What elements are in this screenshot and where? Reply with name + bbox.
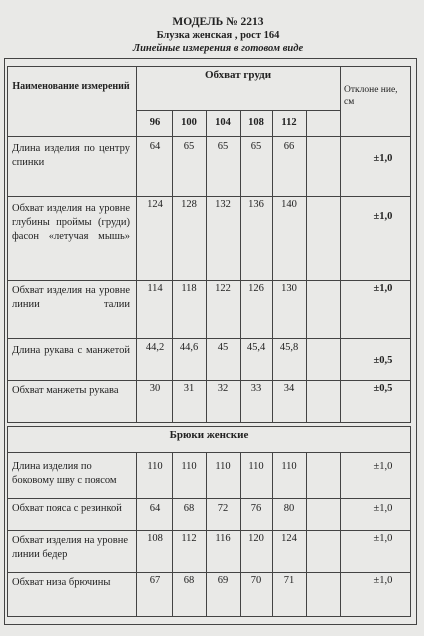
row-divider: [7, 422, 411, 423]
measurements-subtitle: Линейные измерения в готовом виде: [132, 43, 304, 54]
tolerance-cell: ±1,0: [373, 575, 393, 586]
tolerance-cell: ±1,0: [373, 503, 393, 514]
row-name: Обхват изделия на уровне линии талии: [12, 285, 130, 310]
size-header: 104: [215, 117, 231, 128]
name-column-header: Наименование измерений: [12, 81, 130, 92]
row-divider: [7, 452, 411, 453]
table-cell: 136: [248, 199, 264, 210]
row-name: Длина изделия по центру спинки: [12, 143, 130, 168]
table-cell: 110: [147, 461, 163, 472]
table-cell: 140: [281, 199, 297, 210]
model-title: МОДЕЛЬ № 2213: [172, 16, 264, 28]
table-cell: 72: [217, 503, 229, 514]
row-divider: [7, 616, 411, 617]
column-divider: [272, 110, 273, 422]
table-cell: 130: [281, 283, 297, 294]
table-cell: 110: [215, 461, 231, 472]
tolerance-cell: ±0,5: [373, 355, 393, 366]
table-cell: 64: [149, 503, 161, 514]
row-divider: [7, 498, 411, 499]
table-cell: 118: [181, 283, 197, 294]
row-name: Обхват манжеты рукава: [12, 385, 119, 396]
table-cell: 67: [149, 575, 161, 586]
table-cell: 76: [250, 503, 262, 514]
column-divider: [206, 110, 207, 422]
table-cell: 69: [217, 575, 229, 586]
table-cell: 80: [283, 503, 295, 514]
chest-column-header: Обхват груди: [204, 69, 272, 81]
table-border: [4, 58, 416, 59]
column-divider: [172, 110, 173, 422]
row-name: Длина рукава с манжетой: [12, 345, 130, 356]
tolerance-cell: ±0,5: [373, 383, 393, 394]
product-title: Блузка женская , рост 164: [156, 30, 280, 41]
table-cell: 45,4: [246, 342, 266, 353]
table-cell: 110: [281, 461, 297, 472]
row-divider: [7, 196, 411, 197]
row-divider: [7, 572, 411, 573]
tolerance-cell: ±1,0: [373, 283, 393, 294]
column-divider: [306, 110, 307, 422]
table-cell: 33: [250, 383, 262, 394]
table-cell: 112: [181, 533, 197, 544]
inner-border: [7, 426, 8, 616]
size-header: 112: [281, 117, 297, 128]
column-divider: [306, 452, 307, 616]
column-divider: [136, 66, 137, 422]
row-divider: [7, 530, 411, 531]
row-name: Обхват низа брючины: [12, 577, 111, 588]
table-cell: 68: [183, 503, 195, 514]
table-border: [4, 624, 416, 625]
table-cell: 132: [215, 199, 231, 210]
table-cell: 108: [147, 533, 163, 544]
row-divider: [136, 110, 340, 111]
column-divider: [340, 452, 341, 616]
tolerance-column-header: Отклоне ние, см: [344, 85, 398, 107]
table-cell: 44,6: [179, 342, 199, 353]
table-cell: 128: [181, 199, 197, 210]
column-divider: [240, 110, 241, 422]
inner-border: [410, 66, 411, 422]
inner-border: [7, 66, 8, 422]
size-header: 108: [248, 117, 264, 128]
inner-border: [7, 66, 411, 67]
table-cell: 110: [248, 461, 264, 472]
table-cell: 70: [250, 575, 262, 586]
table-cell: 126: [248, 283, 264, 294]
table-cell: 110: [181, 461, 197, 472]
row-divider: [7, 426, 411, 427]
row-divider: [7, 338, 411, 339]
table-cell: 124: [281, 533, 297, 544]
table-cell: 66: [283, 141, 295, 152]
size-header: 100: [181, 117, 197, 128]
tolerance-cell: ±1,0: [373, 533, 393, 544]
table-cell: 31: [183, 383, 195, 394]
table-cell: 124: [147, 199, 163, 210]
table-cell: 114: [147, 283, 163, 294]
tolerance-cell: ±1,0: [373, 153, 393, 164]
column-divider: [340, 66, 341, 422]
row-name: Длина изделия по боковому шву с поясом: [12, 461, 117, 486]
table-cell: 116: [215, 533, 231, 544]
row-divider: [7, 136, 411, 137]
row-name: Обхват изделия на уровне глубины проймы (груди) фасон «летучая мышь»: [12, 203, 130, 242]
row-divider: [7, 380, 411, 381]
row-divider: [7, 280, 411, 281]
tolerance-cell: ±1,0: [373, 461, 393, 472]
table-cell: 65: [217, 141, 229, 152]
table-cell: 122: [215, 283, 231, 294]
table-cell: 120: [248, 533, 264, 544]
table-cell: 71: [283, 575, 295, 586]
pants-section-header: Брюки женские: [169, 429, 249, 441]
table-cell: 65: [183, 141, 195, 152]
table-cell: 65: [250, 141, 262, 152]
table-cell: 44,2: [145, 342, 165, 353]
table-cell: 45,8: [279, 342, 299, 353]
table-cell: 68: [183, 575, 195, 586]
table-cell: 34: [283, 383, 295, 394]
row-name: Обхват пояса с резинкой: [12, 503, 122, 514]
tolerance-cell: ±1,0: [373, 211, 393, 222]
row-name: Обхват изделия на уровне линии бедер: [12, 535, 128, 560]
table-cell: 32: [217, 383, 229, 394]
table-cell: 30: [149, 383, 161, 394]
table-cell: 64: [149, 141, 161, 152]
table-cell: 45: [217, 342, 229, 353]
size-header: 96: [149, 117, 161, 128]
table-border: [4, 58, 5, 625]
column-divider: [136, 452, 137, 616]
